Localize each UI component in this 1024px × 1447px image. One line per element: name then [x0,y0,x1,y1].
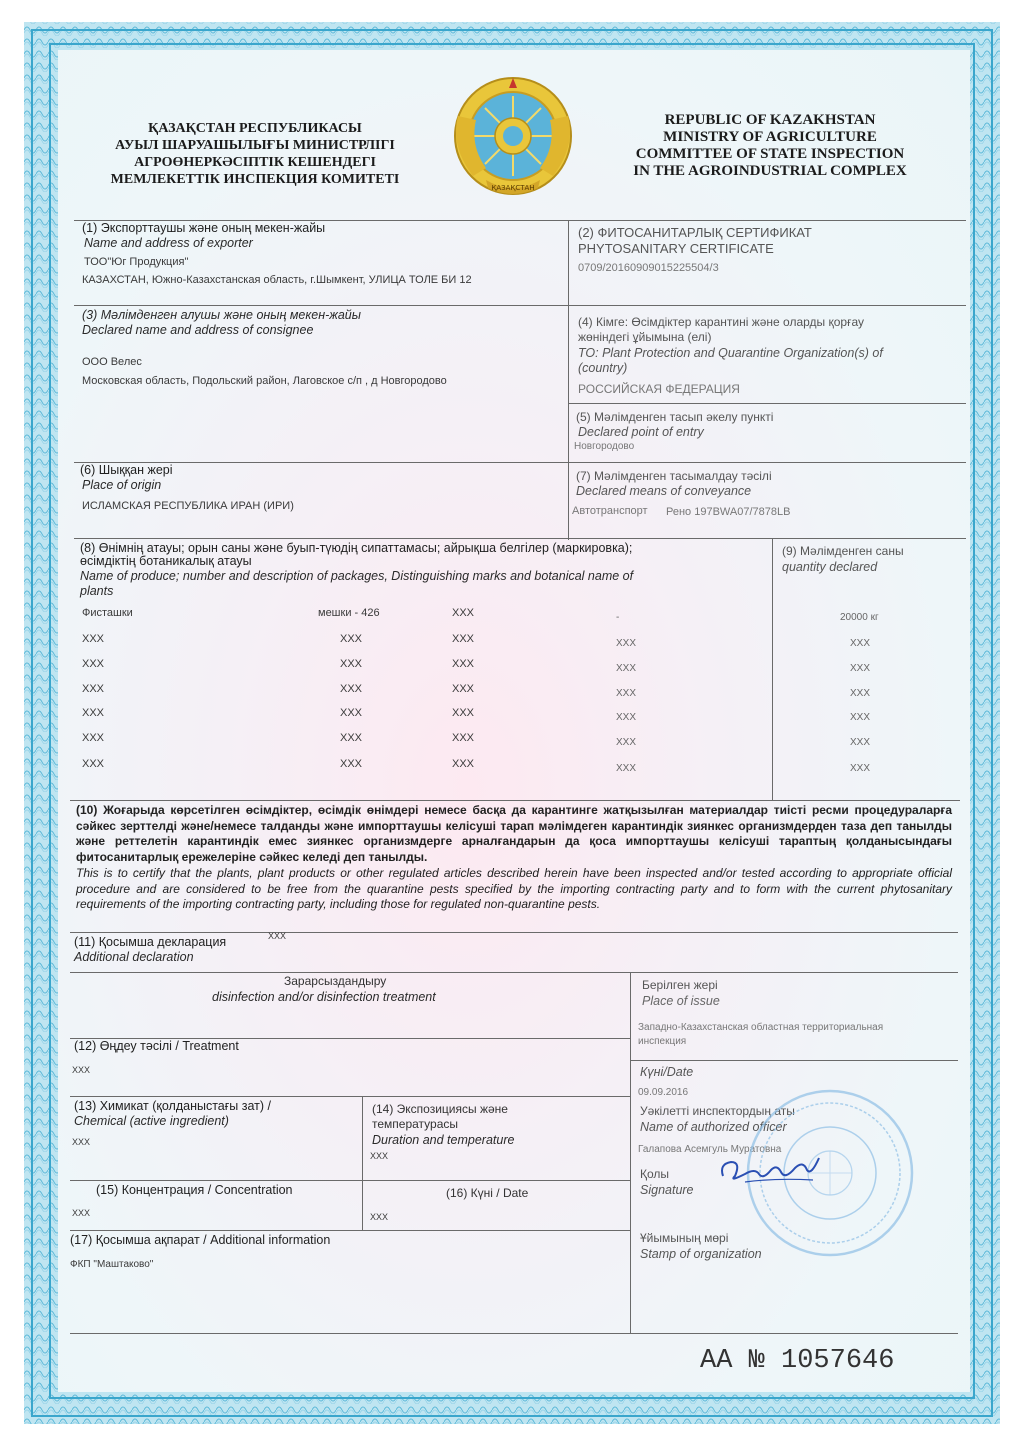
origin-label-en: Place of origin [82,478,162,492]
certification-text-kz: (10) Жоғарыда көрсетілген өсімдіктер, өсімдік өнімдері немесе басқа да карантинге жатқызылған материалдар тиісті ресми процедураларға сәйкес зерттелді және/немесе талданды және импорттаушы келісуші тарап мәлімдеген карантиндік зиянкес организмдерден таза деп танылды және реттелетін карантиндік емес зиянкес организмдерге арналғандарын да қоса импорттаушы келісуші тараптың қолданысындағы фитосанитарлық ережелеріне сәйкес келеді деп танылды. [76,803,952,864]
header-en [610,112,930,180]
goods-cell: XXX [850,688,871,699]
officer-label-en: Name of authorized officer [640,1120,787,1134]
grid-line [568,403,966,404]
grid-line [630,972,631,1334]
header-kz-line: АГРОӨНЕРКӘСІПТІК КЕШЕНДЕГІ [134,155,376,170]
header-kz-line: ҚАЗАҚСТАН РЕСПУБЛИКАСЫ [148,121,362,136]
issue-place-label-kz: Берілген жері [642,978,718,992]
quantity-label-kz: (9) Мәлімденген саны [782,544,904,558]
consignee-label-kz: (3) Мәлімденген алушы және оның мекен-жайы [82,308,361,322]
header-en-line: COMMITTEE OF STATE INSPECTION [635,146,905,162]
emblem-text: ҚАЗАҚСТАН [491,184,535,192]
produce-label-kz: (8) Өнімнің атауы; орын саны және буып-түюдің сипаттамасы; айрықша белгілер (маркировка); [80,541,633,555]
grid-line [70,1230,630,1231]
stamp-label-en: Stamp of organization [640,1247,762,1261]
officer-label-kz: Уәкілетті инспектордың аты [640,1104,795,1118]
destination-country: РОССИЙСКАЯ ФЕДЕРАЦИЯ [578,382,740,396]
grid-line [70,1333,958,1334]
goods-cell: XXX [452,707,475,719]
goods-cell: XXX [616,688,637,699]
goods-cell: XXX [452,658,475,670]
destination-label-en: TO: Plant Protection and Quarantine Organization(s) of [578,346,883,360]
exporter-name: ТОО"Юг Продукция" [84,256,189,268]
duration-label-kz: (14) Экспозициясы және [372,1102,508,1116]
goods-cell: XXX [340,683,363,695]
additional-declaration-label-kz: (11) Қосымша декларация [74,935,227,949]
chemical-label-en: Chemical (active ingredient) [74,1114,229,1128]
grid-line [70,1180,630,1181]
goods-cell: XXX [452,732,475,744]
header-en-line: MINISTRY OF AGRICULTURE [663,129,877,145]
state-emblem-icon [448,76,578,200]
goods-cell: XXX [340,633,363,645]
signature-label-kz: Қолы [640,1167,670,1181]
quantity-label-en: quantity declared [782,560,878,574]
header-kz-line: МЕМЛЕКЕТТІК ИНСПЕКЦИЯ КОМИТЕТІ [110,172,400,187]
goods-cell: XXX [82,633,105,645]
destination-label-kz: (4) Кімге: Өсімдіктер карантині және оларды қорғау [578,315,864,329]
header-kz [80,120,430,188]
exporter-label-kz: (1) Экспорттаушы және оның мекен-жайы [82,221,326,235]
officer-name: Галапова Асемгуль Муратовна [638,1144,782,1155]
goods-cell: XXX [452,683,475,695]
concentration-label: (15) Концентрация / Concentration [96,1183,293,1197]
stamp-label-kz: Ұйымының мөрі [640,1231,729,1245]
goods-cell: XXX [82,658,105,670]
destination-label-en2: (country) [578,361,628,375]
goods-cell: XXX [82,707,105,719]
additional-info-label: (17) Қосымша ақпарат / Additional information [70,1233,331,1247]
goods-cell: XXX [616,712,637,723]
goods-cell: XXX [82,758,105,770]
date-label: (16) Күні / Date [446,1186,529,1200]
goods-cell: - [616,612,620,623]
grid-line [70,800,960,801]
serial-number: AA № 1057646 [700,1346,895,1376]
treatment-header-kz: Зарарсыздандыру [284,974,387,988]
issue-place-label-en: Place of issue [642,994,720,1008]
conveyance-type: Автотранспорт [572,505,648,517]
goods-cell: XXX [340,732,363,744]
exporter-address: КАЗАХСТАН, Южно-Казахстанская область, г.Шымкент, УЛИЦА ТОЛЕ БИ 12 [82,274,472,286]
grid-line [362,1096,363,1230]
certificate-title-en: PHYTOSANITARY CERTIFICATE [578,241,774,256]
goods-cell: XXX [340,658,363,670]
goods-cell: XXX [850,663,871,674]
issue-place-value2: инспекция [638,1036,687,1047]
treatment-header-en: disinfection and/or disinfection treatment [212,990,436,1004]
goods-cell: XXX [452,633,475,645]
certificate-title-kz: (2) ФИТОСАНИТАРЛЫҚ СЕРТИФИКАТ [578,225,812,240]
origin-label-kz: (6) Шыққан жері [80,463,173,477]
grid-line [630,1060,958,1061]
goods-cell: XXX [340,707,363,719]
produce-label-kz2: өсімдіктің ботаникалық атауы [80,554,252,568]
treatment-value: XXX [72,1065,91,1075]
grid-line [568,220,569,540]
goods-cell: XXX [616,638,637,649]
goods-cell: XXX [616,763,637,774]
concentration-value: XXX [72,1208,91,1218]
conveyance-label-kz: (7) Мәлімденген тасымалдау тәсілі [576,469,772,483]
entry-point-label-kz: (5) Мәлімденген тасып әкелу пункті [576,410,774,424]
certificate-number: 0709/20160909015225504/3 [578,262,719,274]
goods-cell: XXX [82,683,105,695]
grid-line [74,305,966,306]
issue-place-value: Западно-Казахстанская областная территориальная [638,1022,884,1033]
produce-label-en2: plants [80,584,114,598]
produce-label-en: Name of produce; number and description of packages, Distinguishing marks and botanical name of [80,569,634,583]
additional-declaration-value: XXX [268,931,287,941]
entry-point-label-en: Declared point of entry [578,425,704,439]
goods-cell: XXX [452,758,475,770]
additional-info-value: ФКП "Маштаково" [70,1259,154,1270]
goods-cell: XXX [82,732,105,744]
grid-line [74,538,966,539]
grid-line [70,1096,630,1097]
goods-cell: XXX [850,712,871,723]
goods-cell: Фисташки [82,607,133,619]
consignee-name: ООО Велес [82,356,142,368]
issue-date-value: 09.09.2016 [638,1087,689,1098]
signature-icon [715,1150,825,1190]
duration-value: XXX [370,1151,389,1161]
duration-label-en: Duration and temperature [372,1133,515,1147]
certification-text-en: This is to certify that the plants, plant products or other regulated articles described herein have been inspected and/or tested according to appropriate official procedure and are considered to be free from the quarantine pests specified by the importing contracting party and to form with the current phytosanitary requirements of the importing contracting party, including those for regulated non-quarantine pests. [76,866,952,911]
goods-cell: XXX [616,663,637,674]
additional-declaration-label-en: Additional declaration [74,950,194,964]
header-kz-line: АУЫЛ ШАРУАШЫЛЫҒЫ МИНИСТРЛІГІ [115,138,395,153]
goods-cell: мешки - 426 [318,607,380,619]
goods-cell: XXX [340,758,363,770]
conveyance-vehicle: Рено 197BWA07/7878LB [666,506,791,518]
duration-label-kz2: температурасы [372,1117,459,1131]
chemical-label-kz: (13) Химикат (қолданыстағы зат) / [74,1099,271,1113]
consignee-label-en: Declared name and address of consignee [82,323,314,337]
goods-cell: 20000 кг [840,612,879,623]
consignee-address: Московская область, Подольский район, Лаговское с/п , д Новгородово [82,375,447,387]
goods-cell: XXX [850,737,871,748]
goods-cell: XXX [616,737,637,748]
chemical-value: XXX [72,1137,91,1147]
issue-date-label: Күні/Date [640,1065,694,1079]
grid-line [70,972,958,973]
header-en-line: REPUBLIC OF KAZAKHSTAN [664,112,876,128]
grid-line [70,932,958,933]
conveyance-label-en: Declared means of conveyance [576,484,752,498]
exporter-label-en: Name and address of exporter [84,236,253,250]
goods-cell: XXX [850,638,871,649]
origin-value: ИСЛАМСКАЯ РЕСПУБЛИКА ИРАН (ИРИ) [82,500,294,512]
goods-cell: XXX [452,607,475,619]
grid-line [772,538,773,800]
signature-label-en: Signature [640,1183,694,1197]
treatment-label: (12) Өңдеу тәсілі / Treatment [74,1039,239,1053]
date-value: XXX [370,1212,389,1222]
grid-line [74,462,966,463]
header-en-line: IN THE AGROINDUSTRIAL COMPLEX [633,163,907,179]
goods-cell: XXX [850,763,871,774]
entry-point-value: Новгородово [574,441,635,452]
destination-label-kz2: жөніндегі ұйымына (елі) [578,330,712,344]
